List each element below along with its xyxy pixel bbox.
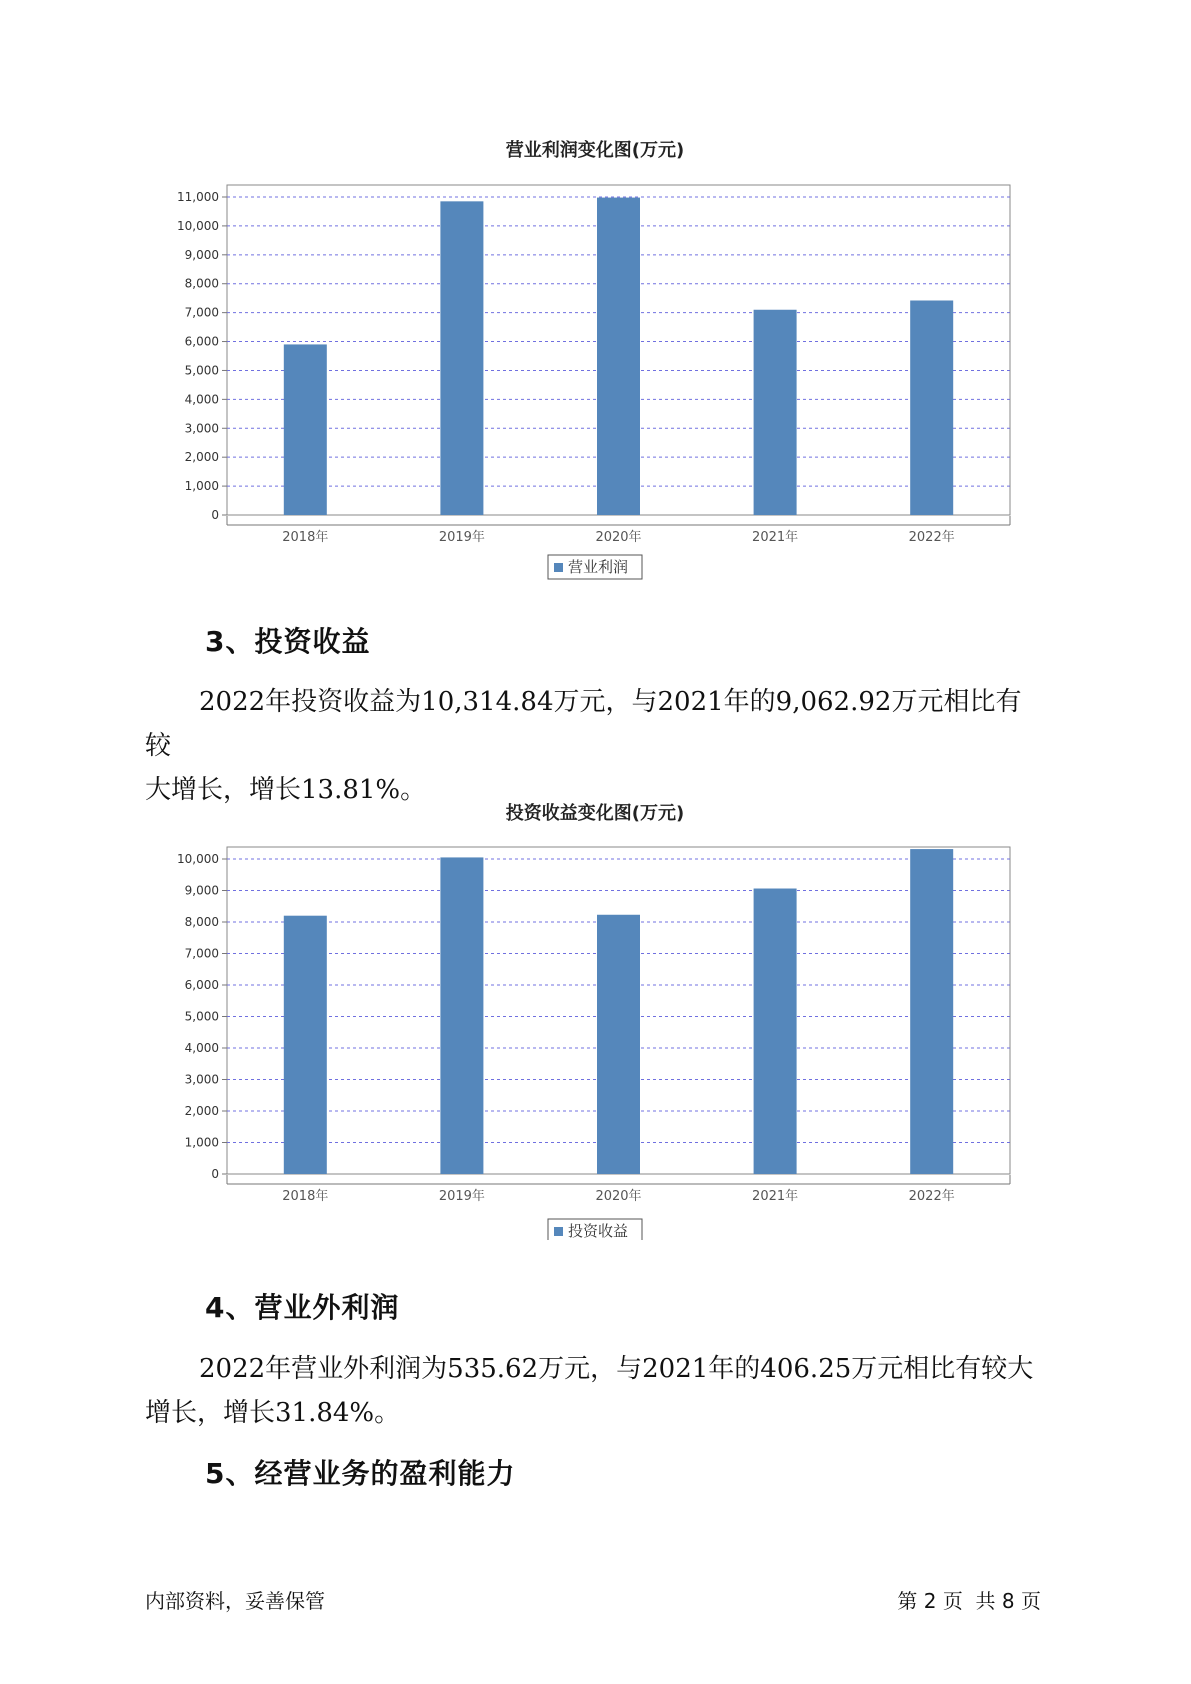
- x-tick-label: 2021年: [752, 1189, 799, 1204]
- x-tick-label: 2020年: [595, 530, 642, 545]
- y-tick-label: 8,000: [184, 915, 219, 929]
- y-tick-label: 1,000: [184, 479, 219, 494]
- y-tick-label: 7,000: [184, 305, 219, 320]
- section-3-line1: 2022年投资收益为10,314.84万元，与2021年的9,062.92万元相比有较: [145, 687, 1022, 761]
- y-tick-label: 10,000: [177, 218, 219, 233]
- section-3-heading: 3、投资收益: [205, 625, 371, 658]
- legend-label: 投资收益: [568, 1222, 629, 1240]
- bar: [284, 344, 327, 515]
- bar: [754, 889, 797, 1174]
- y-tick-label: 3,000: [184, 421, 219, 436]
- y-tick-label: 8,000: [184, 276, 219, 291]
- investment-income-chart-svg: [0, 640, 1191, 1240]
- y-tick-label: 6,000: [184, 334, 219, 349]
- y-tick-label: 11,000: [177, 190, 219, 204]
- y-tick-label: 4,000: [184, 392, 219, 407]
- x-tick-label: 2018年: [282, 1189, 329, 1204]
- bar: [910, 849, 953, 1174]
- y-tick-label: 9,000: [184, 247, 219, 262]
- chart-title: 营业利润变化图(万元): [505, 140, 685, 161]
- section-5-heading: 5、经营业务的盈利能力: [205, 1457, 516, 1490]
- y-tick-label: 3,000: [184, 1072, 219, 1087]
- operating-profit-chart-svg: [0, 0, 1191, 600]
- x-tick-label: 2021年: [752, 530, 799, 545]
- operating-profit-chart: [0, 0, 1191, 600]
- chart-title: 投资收益变化图(万元): [505, 803, 685, 824]
- legend-swatch: [554, 563, 563, 572]
- y-tick-label: 2,000: [184, 450, 219, 465]
- bar: [440, 201, 483, 515]
- x-tick-label: 2019年: [438, 1189, 485, 1204]
- bar: [754, 310, 797, 515]
- y-tick-label: 6,000: [184, 978, 219, 992]
- x-tick-label: 2019年: [438, 530, 485, 545]
- y-tick-label: 5,000: [184, 363, 219, 378]
- x-tick-label: 2020年: [595, 1189, 642, 1204]
- bar: [284, 916, 327, 1174]
- bar: [910, 300, 953, 515]
- y-tick-label: 0: [211, 508, 219, 522]
- bar: [440, 857, 483, 1174]
- footer-confidential: 内部资料，妥善保管: [145, 1589, 325, 1613]
- y-tick-label: 1,000: [184, 1135, 219, 1150]
- bar: [597, 915, 640, 1174]
- section-4-line1: 2022年营业外利润为535.62万元，与2021年的406.25万元相比有较大: [199, 1354, 1034, 1384]
- x-tick-label: 2018年: [282, 530, 329, 545]
- y-tick-label: 7,000: [184, 946, 219, 961]
- footer-page-number: 第 2 页 共 8 页: [897, 1589, 1041, 1613]
- y-tick-label: 10,000: [177, 852, 219, 866]
- investment-income-chart: [0, 640, 1191, 1240]
- section-4-line2: 增长，增长31.84%。: [145, 1398, 401, 1428]
- y-tick-label: 5,000: [184, 1009, 219, 1024]
- y-tick-label: 2,000: [184, 1104, 219, 1118]
- legend-label: 营业利润: [568, 558, 629, 576]
- y-tick-label: 0: [211, 1167, 219, 1181]
- bar: [597, 198, 640, 515]
- x-tick-label: 2022年: [908, 1189, 955, 1204]
- section-4-heading: 4、营业外利润: [205, 1291, 400, 1324]
- legend-swatch: [554, 1227, 563, 1236]
- y-tick-label: 9,000: [184, 883, 219, 898]
- section-4-paragraph: [145, 1347, 1045, 1435]
- section-3-line2: 大增长，增长13.81%。: [145, 775, 427, 805]
- x-tick-label: 2022年: [908, 530, 955, 545]
- y-tick-label: 4,000: [184, 1041, 219, 1055]
